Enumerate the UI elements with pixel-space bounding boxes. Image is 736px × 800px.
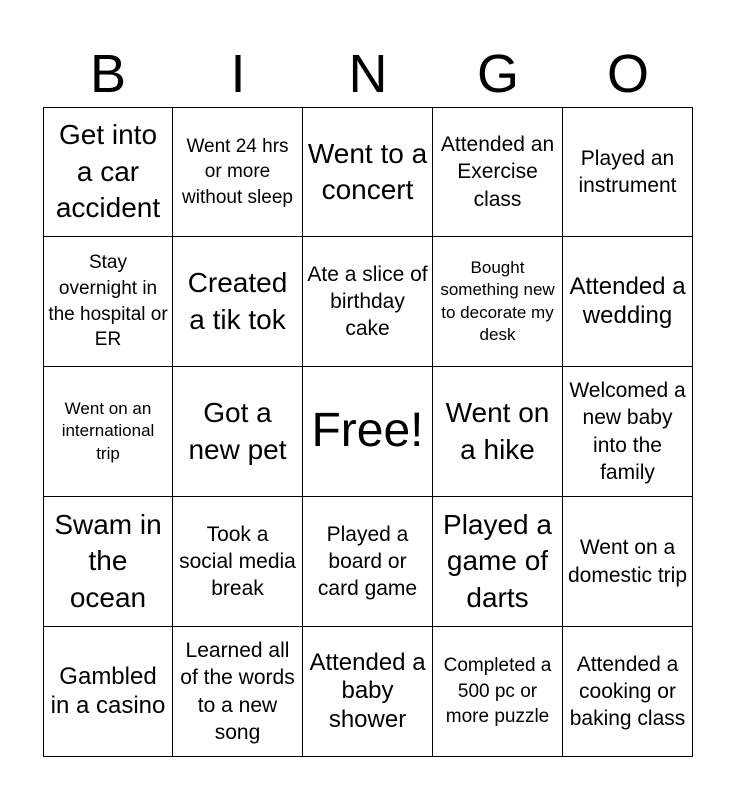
bingo-cell[interactable] bbox=[563, 497, 693, 627]
bingo-cell[interactable] bbox=[433, 367, 563, 497]
cell-text: Went on a domestic trip bbox=[567, 536, 688, 587]
cell-text: Played an instrument bbox=[578, 146, 677, 197]
header-letter-b: B bbox=[89, 44, 127, 104]
bingo-cell[interactable] bbox=[433, 237, 563, 367]
header-letter-g: G bbox=[476, 44, 519, 104]
header-letter-o: O bbox=[606, 44, 649, 104]
header-letter-i: I bbox=[230, 44, 246, 104]
bingo-cell[interactable] bbox=[173, 627, 303, 757]
bingo-cell[interactable] bbox=[433, 107, 563, 237]
cell-text: Get into a car accident bbox=[55, 119, 161, 224]
bingo-cell[interactable] bbox=[433, 627, 563, 757]
header-letter-n: N bbox=[348, 44, 388, 104]
bingo-cell[interactable] bbox=[303, 237, 433, 367]
free-text: Free! bbox=[311, 404, 424, 458]
bingo-cell[interactable] bbox=[563, 237, 693, 367]
cell-text: Got a new pet bbox=[188, 397, 287, 465]
cell-text: Played a board or card game bbox=[317, 522, 418, 601]
cell-text: Attended a cooking or baking class bbox=[569, 652, 686, 731]
bingo-cell[interactable] bbox=[43, 497, 173, 627]
bingo-cell[interactable] bbox=[563, 367, 693, 497]
bingo-cell[interactable] bbox=[173, 367, 303, 497]
bingo-board bbox=[43, 107, 693, 757]
bingo-cell[interactable] bbox=[43, 237, 173, 367]
bingo-cell[interactable] bbox=[43, 107, 173, 237]
bingo-cell[interactable] bbox=[433, 497, 563, 627]
cell-text: Created a tik tok bbox=[187, 267, 288, 335]
cell-text: Attended an Exercise class bbox=[440, 133, 555, 211]
cell-text: Went to a concert bbox=[307, 137, 428, 205]
bingo-cell[interactable] bbox=[43, 367, 173, 497]
cell-text: Gambled in a casino bbox=[50, 663, 166, 719]
cell-text: Took a social media break bbox=[179, 522, 296, 601]
cell-text: Went on an international trip bbox=[61, 399, 155, 463]
bingo-header bbox=[43, 40, 693, 108]
bingo-cell[interactable] bbox=[563, 107, 693, 237]
cell-text: Completed a 500 pc or more puzzle bbox=[443, 655, 552, 728]
cell-text: Attended a wedding bbox=[569, 273, 686, 329]
bingo-cell[interactable] bbox=[173, 497, 303, 627]
bingo-cell[interactable] bbox=[303, 497, 433, 627]
cell-text: Attended a baby shower bbox=[309, 649, 426, 733]
bingo-cell[interactable] bbox=[173, 237, 303, 367]
cell-text: Ate a slice of birthday cake bbox=[307, 262, 428, 341]
bingo-cell[interactable] bbox=[173, 107, 303, 237]
bingo-cell[interactable] bbox=[563, 627, 693, 757]
cell-text: Stay overnight in the hospital or ER bbox=[48, 252, 168, 351]
cell-text: Welcomed a new baby into the family bbox=[569, 378, 686, 484]
bingo-cell[interactable] bbox=[303, 107, 433, 237]
cell-text: Swam in the ocean bbox=[54, 508, 162, 613]
cell-text: Went 24 hrs or more without sleep bbox=[182, 135, 293, 208]
bingo-cell[interactable] bbox=[43, 627, 173, 757]
bingo-cell[interactable] bbox=[303, 627, 433, 757]
cell-text: Bought something new to decorate my desk bbox=[440, 258, 555, 344]
cell-text: Learned all of the words to a new song bbox=[180, 638, 295, 744]
cell-text: Went on a hike bbox=[445, 397, 550, 465]
free-cell[interactable] bbox=[303, 367, 433, 497]
cell-text: Played a game of darts bbox=[443, 508, 552, 613]
